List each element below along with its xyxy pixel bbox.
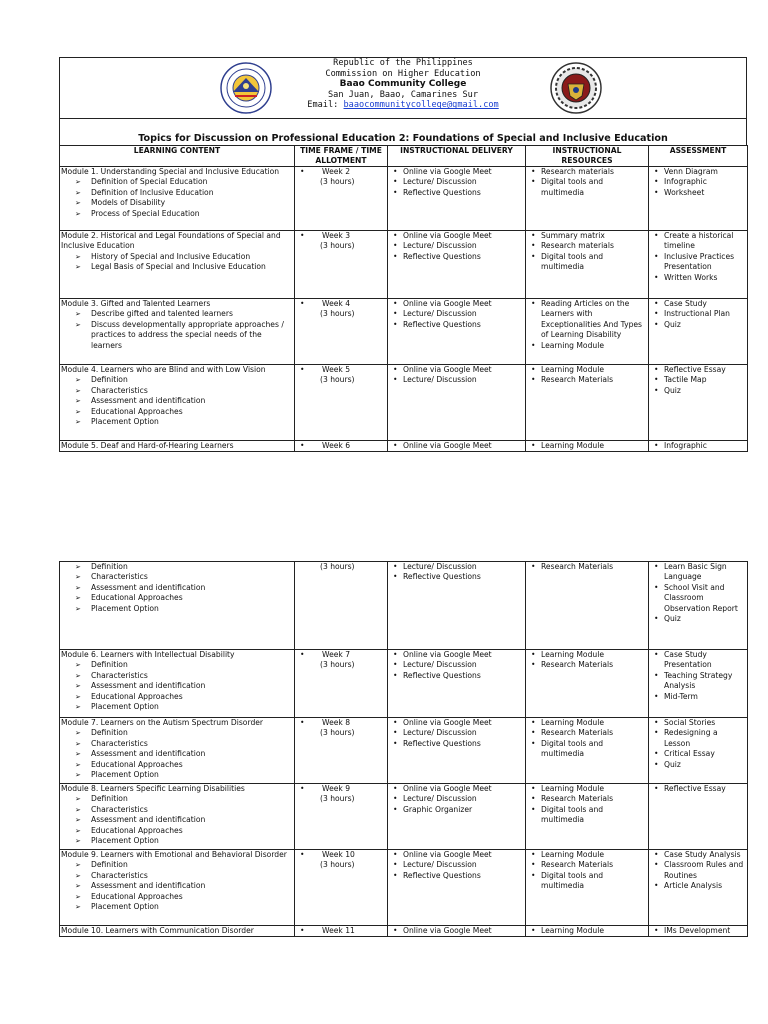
cell-learning-content: [60, 167, 295, 231]
module-title: Module 2. Historical and Legal Foundations of Special and Inclusive Education: [61, 231, 281, 251]
cell-delivery: [388, 850, 526, 926]
delivery-list: [389, 365, 524, 386]
resources-list: [527, 167, 647, 198]
college-name: Baao Community College: [339, 79, 467, 90]
module-title: Module 8. Learners Specific Learning Disabilities: [61, 784, 245, 793]
hours-label: (3 hours): [320, 794, 355, 804]
topic-item: ➢ Definition: [61, 660, 293, 670]
delivery-item: • Lecture/ Discussion: [389, 375, 524, 385]
assessment-item: • Article Analysis: [650, 881, 746, 891]
resources-list: [527, 850, 647, 892]
resources-list: [527, 718, 647, 760]
week-label: • Week 9: [296, 784, 386, 794]
hours-label: (3 hours): [320, 309, 355, 319]
cell-learning-content: [60, 718, 295, 784]
cell-delivery: [388, 231, 526, 299]
topic-item: ➢ Models of Disability: [61, 198, 293, 208]
header-line-ched: Commission on Higher Education: [325, 68, 481, 79]
delivery-item: • Lecture/ Discussion: [389, 794, 524, 804]
time-list: [296, 231, 386, 252]
assessment-item: • Worksheet: [650, 188, 746, 198]
delivery-list: [389, 441, 524, 451]
cell-assessment: [649, 650, 748, 718]
topic-item: ➢ Assessment and identification: [61, 583, 293, 593]
cell-learning-content: [60, 850, 295, 926]
topic-item: ➢ Characteristics: [61, 805, 293, 815]
cell-learning-content: [60, 365, 295, 441]
topic-item: ➢ Definition: [61, 860, 293, 870]
cell-time-frame: [295, 784, 388, 850]
cell-time-frame: [295, 299, 388, 365]
week-label: • Week 7: [296, 650, 386, 660]
cell-assessment: [649, 850, 748, 926]
assessment-list: [650, 850, 746, 892]
time-list: [296, 167, 386, 188]
cell-time-frame: [295, 167, 388, 231]
email-line: [60, 100, 746, 111]
assessment-item: • Venn Diagram: [650, 167, 746, 177]
cell-delivery: [388, 167, 526, 231]
resources-item: • Research Materials: [527, 860, 647, 870]
cell-delivery: [388, 441, 526, 452]
cell-time-frame: [295, 231, 388, 299]
delivery-list: [389, 926, 524, 936]
table-row: [60, 441, 748, 452]
delivery-item: • Online via Google Meet: [389, 441, 524, 451]
topics-table-page-2: [59, 561, 748, 937]
cell-assessment: [649, 299, 748, 365]
assessment-list: [650, 365, 746, 396]
topic-item: ➢ Process of Special Education: [61, 209, 293, 219]
topic-item: ➢ Characteristics: [61, 386, 293, 396]
cell-resources: [526, 784, 649, 850]
cell-assessment: [649, 167, 748, 231]
topic-item: ➢ Definition: [61, 562, 293, 572]
email-label: Email:: [307, 100, 344, 111]
cell-resources: [526, 441, 649, 452]
assessment-item: • Reflective Essay: [650, 784, 746, 794]
time-list: [296, 926, 386, 936]
assessment-item: • Inclusive Practices Presentation: [650, 252, 746, 273]
delivery-item: • Online via Google Meet: [389, 784, 524, 794]
resources-item: • Reading Articles on the Learners with Exceptionalities And Types of Learning Disability: [527, 299, 647, 341]
assessment-item: • Infographic: [650, 441, 746, 451]
module-title: Module 9. Learners with Emotional and Behavioral Disorder: [61, 850, 287, 859]
module-title: Module 10. Learners with Communication Disorder: [61, 926, 254, 935]
time-list: [296, 441, 386, 451]
delivery-item: • Online via Google Meet: [389, 365, 524, 375]
topic-item: ➢ Placement Option: [61, 604, 293, 614]
cell-resources: [526, 231, 649, 299]
hours-label: (3 hours): [320, 375, 355, 385]
cell-resources: [526, 299, 649, 365]
resources-item: • Learning Module: [527, 650, 647, 660]
assessment-item: • Learn Basic Sign Language: [650, 562, 746, 583]
topics-table-page-1: [59, 145, 748, 452]
resources-item: • Learning Module: [527, 784, 647, 794]
module-title: Module 3. Gifted and Talented Learners: [61, 299, 211, 308]
assessment-item: • Critical Essay: [650, 749, 746, 759]
hours-label: (3 hours): [320, 241, 355, 251]
assessment-list: [650, 926, 746, 936]
delivery-list: [389, 718, 524, 749]
topic-item: ➢ Characteristics: [61, 572, 293, 582]
delivery-item: • Reflective Questions: [389, 188, 524, 198]
cell-resources: [526, 167, 649, 231]
week-label: • Week 8: [296, 718, 386, 728]
delivery-item: • Reflective Questions: [389, 739, 524, 749]
col-header-learning-content: LEARNING CONTENT: [60, 146, 295, 167]
topic-item: ➢ Educational Approaches: [61, 407, 293, 417]
topic-item: ➢ Legal Basis of Special and Inclusive Education: [61, 262, 293, 272]
document-page-2: [59, 561, 747, 937]
cell-learning-content: [60, 650, 295, 718]
resources-item: • Learning Module: [527, 341, 647, 351]
assessment-item: • Tactile Map: [650, 375, 746, 385]
delivery-list: [389, 562, 524, 583]
resources-item: • Learning Module: [527, 850, 647, 860]
assessment-item: • Reflective Essay: [650, 365, 746, 375]
topic-item: ➢ Assessment and identification: [61, 881, 293, 891]
resources-item: • Research materials: [527, 167, 647, 177]
cell-time-frame: [295, 365, 388, 441]
assessment-item: • Case Study Presentation: [650, 650, 746, 671]
resources-item: • Research materials: [527, 241, 647, 251]
topic-item: ➢ Assessment and identification: [61, 815, 293, 825]
resources-list: [527, 926, 647, 936]
assessment-item: • Quiz: [650, 320, 746, 330]
document-title: Topics for Discussion on Professional Education 2: Foundations of Special and Inclusive Education: [138, 133, 668, 144]
delivery-item: • Online via Google Meet: [389, 650, 524, 660]
week-label: • Week 6: [296, 441, 386, 451]
delivery-item: • Lecture/ Discussion: [389, 660, 524, 670]
table-row: [60, 365, 748, 441]
table-row: [60, 926, 748, 937]
topic-list: [61, 660, 293, 712]
assessment-item: • Written Works: [650, 273, 746, 283]
delivery-item: • Online via Google Meet: [389, 718, 524, 728]
cell-time-frame: [295, 926, 388, 937]
topic-item: ➢ Educational Approaches: [61, 760, 293, 770]
delivery-item: • Reflective Questions: [389, 671, 524, 681]
resources-item: • Research Materials: [527, 794, 647, 804]
assessment-list: [650, 167, 746, 198]
topic-list: [61, 375, 293, 427]
cell-learning-content: [60, 441, 295, 452]
header-line-republic: Republic of the Philippines: [333, 58, 473, 68]
topic-item: ➢ Placement Option: [61, 902, 293, 912]
topic-item: ➢ Assessment and identification: [61, 396, 293, 406]
delivery-item: • Online via Google Meet: [389, 299, 524, 309]
table-row: [60, 562, 748, 650]
time-list: [296, 718, 386, 739]
resources-list: [527, 231, 647, 273]
topic-item: ➢ Definition of Special Education: [61, 177, 293, 187]
delivery-item: • Online via Google Meet: [389, 167, 524, 177]
week-label: • Week 5: [296, 365, 386, 375]
table-row: [60, 784, 748, 850]
resources-list: [527, 365, 647, 386]
cell-assessment: [649, 365, 748, 441]
time-list: [296, 299, 386, 320]
resources-list: [527, 650, 647, 671]
cell-resources: [526, 562, 649, 650]
topic-item: ➢ History of Special and Inclusive Education: [61, 252, 293, 262]
resources-list: [527, 784, 647, 826]
topic-item: ➢ Educational Approaches: [61, 692, 293, 702]
col-header-assessment: ASSESSMENT: [649, 146, 748, 167]
resources-list: [527, 299, 647, 351]
assessment-item: • Mid-Term: [650, 692, 746, 702]
resources-item: • Digital tools and multimedia: [527, 177, 647, 198]
delivery-item: • Online via Google Meet: [389, 850, 524, 860]
time-list: [296, 650, 386, 671]
delivery-item: • Reflective Questions: [389, 871, 524, 881]
assessment-item: • Create a historical timeline: [650, 231, 746, 252]
module-title: Module 1. Understanding Special and Inclusive Education: [61, 167, 280, 176]
resources-item: • Learning Module: [527, 926, 647, 936]
table-row: [60, 299, 748, 365]
resources-item: • Research Materials: [527, 660, 647, 670]
cell-time-frame: [295, 850, 388, 926]
topic-item: ➢ Educational Approaches: [61, 826, 293, 836]
time-list: [296, 365, 386, 386]
assessment-item: • IMs Development: [650, 926, 746, 936]
time-list: [296, 850, 386, 871]
module-title: Module 5. Deaf and Hard-of-Hearing Learners: [61, 441, 234, 450]
delivery-item: • Lecture/ Discussion: [389, 562, 524, 572]
module-title: Module 4. Learners who are Blind and with Low Vision: [61, 365, 266, 374]
resources-item: • Digital tools and multimedia: [527, 739, 647, 760]
week-label: • Week 11: [296, 926, 386, 936]
delivery-list: [389, 784, 524, 815]
resources-item: • Learning Module: [527, 365, 647, 375]
topic-item: ➢ Educational Approaches: [61, 892, 293, 902]
cell-time-frame: [295, 562, 388, 650]
delivery-item: • Reflective Questions: [389, 572, 524, 582]
resources-item: • Learning Module: [527, 718, 647, 728]
cell-assessment: [649, 926, 748, 937]
topic-list: [61, 794, 293, 846]
table-row: [60, 718, 748, 784]
hours-label: (3 hours): [320, 728, 355, 738]
week-label: • Week 2: [296, 167, 386, 177]
topic-item: ➢ Definition: [61, 375, 293, 385]
cell-resources: [526, 718, 649, 784]
delivery-list: [389, 167, 524, 198]
topic-item: ➢ Definition of Inclusive Education: [61, 188, 293, 198]
cell-assessment: [649, 718, 748, 784]
topic-item: ➢ Placement Option: [61, 702, 293, 712]
col-header-instructional-resources: INSTRUCTIONAL RESOURCES: [526, 146, 649, 167]
topic-list: [61, 252, 293, 273]
week-label: • Week 3: [296, 231, 386, 241]
topic-item: ➢ Placement Option: [61, 417, 293, 427]
topic-item: ➢ Definition: [61, 728, 293, 738]
table-header-row: [60, 146, 748, 167]
delivery-item: • Lecture/ Discussion: [389, 309, 524, 319]
hours-label: (3 hours): [320, 660, 355, 670]
hours-label: (3 hours): [320, 860, 355, 870]
email-link[interactable]: baaocommunitycollege@gmail.com: [343, 100, 499, 111]
assessment-item: • Quiz: [650, 760, 746, 770]
cell-assessment: [649, 784, 748, 850]
topic-item: ➢ Characteristics: [61, 671, 293, 681]
assessment-list: [650, 718, 746, 770]
assessment-item: • Teaching Strategy Analysis: [650, 671, 746, 692]
delivery-list: [389, 231, 524, 262]
college-address: San Juan, Baao, Camarines Sur: [327, 89, 479, 100]
time-list: [296, 784, 386, 805]
topic-item: ➢ Characteristics: [61, 871, 293, 881]
time-list: [296, 562, 386, 572]
cell-time-frame: [295, 441, 388, 452]
cell-learning-content: [60, 784, 295, 850]
assessment-item: • Social Stories: [650, 718, 746, 728]
delivery-item: • Lecture/ Discussion: [389, 728, 524, 738]
topic-item: ➢ Educational Approaches: [61, 593, 293, 603]
cell-assessment: [649, 562, 748, 650]
delivery-item: • Online via Google Meet: [389, 231, 524, 241]
resources-item: • Research Materials: [527, 375, 647, 385]
assessment-list: [650, 441, 746, 451]
resources-item: • Learning Module: [527, 441, 647, 451]
topic-list: [61, 562, 293, 614]
delivery-item: • Online via Google Meet: [389, 926, 524, 936]
cell-assessment: [649, 231, 748, 299]
assessment-item: • School Visit and Classroom Observation Report: [650, 583, 746, 614]
delivery-list: [389, 299, 524, 330]
resources-item: • Digital tools and multimedia: [527, 805, 647, 826]
cell-learning-content: [60, 562, 295, 650]
cell-delivery: [388, 926, 526, 937]
cell-delivery: [388, 562, 526, 650]
assessment-item: • Classroom Rules and Routines: [650, 860, 746, 881]
cell-delivery: [388, 650, 526, 718]
cell-resources: [526, 926, 649, 937]
delivery-item: • Reflective Questions: [389, 252, 524, 262]
resources-list: [527, 562, 647, 572]
resources-item: • Digital tools and multimedia: [527, 252, 647, 273]
week-label: • Week 4: [296, 299, 386, 309]
assessment-item: • Infographic: [650, 177, 746, 187]
cell-resources: [526, 850, 649, 926]
module-title: Module 7. Learners on the Autism Spectrum Disorder: [61, 718, 264, 727]
assessment-list: [650, 299, 746, 330]
topic-item: ➢ Definition: [61, 794, 293, 804]
assessment-item: • Quiz: [650, 386, 746, 396]
delivery-list: [389, 850, 524, 881]
table-row: [60, 650, 748, 718]
resources-item: • Summary matrix: [527, 231, 647, 241]
cell-learning-content: [60, 299, 295, 365]
resources-item: • Digital tools and multimedia: [527, 871, 647, 892]
week-label: • Week 10: [296, 850, 386, 860]
assessment-list: [650, 784, 746, 794]
topic-item: ➢ Describe gifted and talented learners: [61, 309, 293, 319]
table-row: [60, 850, 748, 926]
topic-list: [61, 309, 293, 351]
resources-item: • Research Materials: [527, 562, 647, 572]
topic-item: ➢ Placement Option: [61, 836, 293, 846]
hours-label: (3 hours): [320, 177, 355, 187]
cell-delivery: [388, 299, 526, 365]
cell-time-frame: [295, 718, 388, 784]
cell-resources: [526, 650, 649, 718]
assessment-item: • Case Study: [650, 299, 746, 309]
cell-delivery: [388, 365, 526, 441]
resources-list: [527, 441, 647, 451]
topic-item: ➢ Characteristics: [61, 739, 293, 749]
delivery-item: • Lecture/ Discussion: [389, 177, 524, 187]
table-row: [60, 167, 748, 231]
topic-list: [61, 177, 293, 219]
assessment-list: [650, 650, 746, 702]
col-header-time-frame: TIME FRAME / TIME ALLOTMENT: [295, 146, 388, 167]
delivery-list: [389, 650, 524, 681]
assessment-list: [650, 231, 746, 283]
topic-list: [61, 860, 293, 912]
table-row: [60, 231, 748, 299]
college-seal-icon: [550, 62, 602, 114]
assessment-list: [650, 562, 746, 624]
topic-item: ➢ Discuss developmentally appropriate approaches / practices to address the special needs of the learners: [61, 320, 293, 351]
letterhead: [59, 57, 747, 118]
module-title: Module 6. Learners with Intellectual Disability: [61, 650, 235, 659]
cell-resources: [526, 365, 649, 441]
delivery-item: • Lecture/ Discussion: [389, 860, 524, 870]
topic-item: ➢ Placement Option: [61, 770, 293, 780]
cell-learning-content: [60, 926, 295, 937]
assessment-item: • Case Study Analysis: [650, 850, 746, 860]
assessment-item: • Quiz: [650, 614, 746, 624]
resources-item: • Research Materials: [527, 728, 647, 738]
document-title-bar: [59, 118, 747, 145]
cell-delivery: [388, 718, 526, 784]
hours-label: (3 hours): [320, 562, 355, 571]
delivery-item: • Reflective Questions: [389, 320, 524, 330]
col-header-instructional-delivery: INSTRUCTIONAL DELIVERY: [388, 146, 526, 167]
topic-item: ➢ Assessment and identification: [61, 681, 293, 691]
topic-item: ➢ Assessment and identification: [61, 749, 293, 759]
delivery-item: • Lecture/ Discussion: [389, 241, 524, 251]
delivery-item: • Graphic Organizer: [389, 805, 524, 815]
cell-learning-content: [60, 231, 295, 299]
topic-list: [61, 728, 293, 780]
cell-assessment: [649, 441, 748, 452]
cell-time-frame: [295, 650, 388, 718]
assessment-item: • Redesigning a Lesson: [650, 728, 746, 749]
document-page-1: [59, 57, 747, 452]
assessment-item: • Instructional Plan: [650, 309, 746, 319]
cell-delivery: [388, 784, 526, 850]
